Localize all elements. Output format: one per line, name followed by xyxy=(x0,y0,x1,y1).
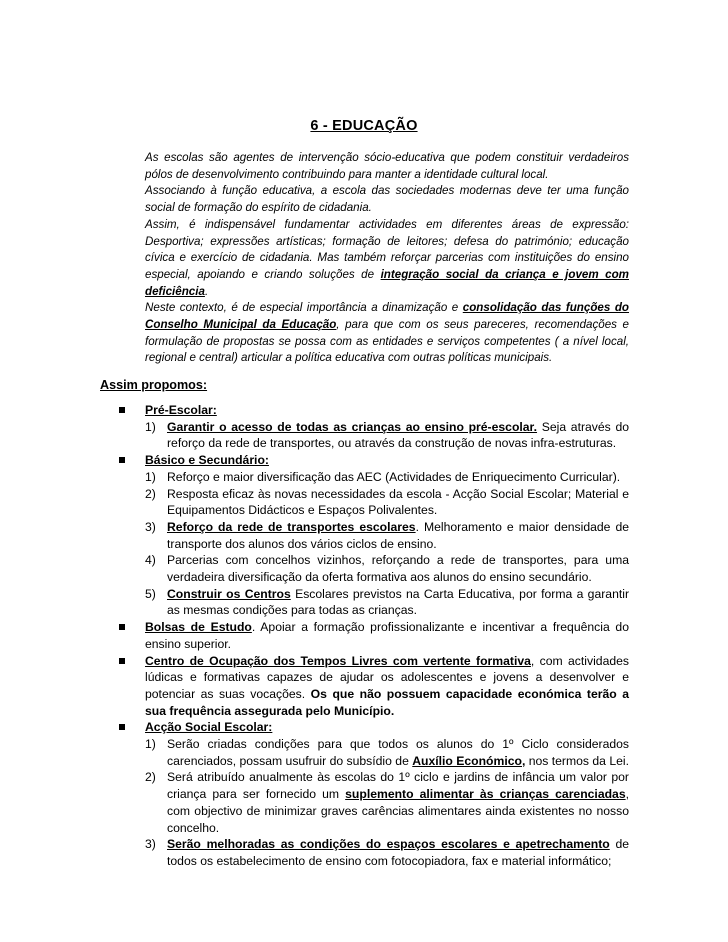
sub-item: 3) Serão melhoradas as condições do espaços escolares e apetrechamento de todos os estabelecimento de ensino com fotocopiadora, fax e material informático; xyxy=(145,837,629,868)
emphasis-text: consolidação das funções do Conselho Municipal da Educação xyxy=(145,301,629,332)
intro-paragraph: As escolas são agentes de intervenção sócio-educativa que podem constituir verdadeiros pólos de desenvolvimento contribuindo para manter a identidade cultural local. xyxy=(145,151,629,181)
intro-paragraph: Neste contexto, é de especial importância a dinamização e consolidação das funções do Conselho Municipal da Educação, para que com os seus pareceres, recomendações e formulação de propostas se possa com as entidades e serviços competentes ( a nível local, regional e central) articular a política educativa com outras políticas municipais. xyxy=(145,301,629,365)
bullet-icon xyxy=(119,624,125,630)
list-item-pre-escolar xyxy=(118,402,629,452)
intro-text xyxy=(145,150,629,367)
item-label: Bolsas de Estudo xyxy=(145,620,252,635)
sub-item: 4) Parcerias com concelhos vizinhos, reforçando a rede de transportes, para uma verdadeira diversificação da oferta formativa aos alunos do ensino secundário. xyxy=(145,553,629,585)
bullet-icon xyxy=(119,724,125,730)
proposals-list xyxy=(118,402,629,870)
emphasis-text: integração social da criança e jovem com deficiência xyxy=(145,267,629,298)
list-item-bolsas: Bolsas de Estudo. Apoiar a formação profissionalizante e incentivar a frequência do ensino superior. xyxy=(118,619,629,652)
bullet-icon xyxy=(119,457,125,463)
sub-item: 1) Garantir o acesso de todas as crianças ao ensino pré-escolar. Seja através do reforço da rede de transportes, ou através da construção de novas infra-estruturas. xyxy=(145,419,629,451)
page-title: 6 - EDUCAÇÃO xyxy=(310,118,418,134)
sub-item: 2) Será atribuído anualmente às escolas do 1º ciclo e jardins de infância um valor por criança para ser fornecido um suplemento alimentar às crianças carenciadas, com objectivo de minimizar graves carências alimentares ainda existentes no nosso concelho. xyxy=(145,770,629,835)
sub-item: 3) Reforço da rede de transportes escolares. Melhoramento e maior densidade de transporte dos alunos dos vários ciclos de ensino. xyxy=(145,519,629,551)
bullet-icon xyxy=(119,658,125,664)
sub-item: 5) Construir os Centros Escolares previstos na Carta Educativa, por forma a garantir as mesmas condições para todas as crianças. xyxy=(145,586,630,618)
bullet-icon xyxy=(119,407,125,413)
intro-paragraph: Associando à função educativa, a escola das sociedades modernas deve ter uma função social de formação do espírito de cidadania. xyxy=(145,184,629,215)
item-label: Centro de Ocupação dos Tempos Livres com vertente formativa xyxy=(145,653,531,668)
list-item-basico-secundario xyxy=(118,452,629,619)
list-item-centro-ocupacao: Centro de Ocupação dos Tempos Livres com vertente formativa, com actividades lúdicas e formativas capazes de ajudar os adolescentes e jovens a desenvolver e potenciar as suas vocações. Os que não possuem capacidade económica terão a sua frequência assegurada pelo Município. xyxy=(118,653,629,720)
proposals-heading: Assim propomos: xyxy=(100,378,208,392)
list-item-accao-social xyxy=(118,719,629,869)
sub-item: 1) Serão criadas condições para que todos os alunos do 1º Ciclo considerados carenciados, possam usufruir do subsídio de Auxílio Económico, nos termos da Lei. xyxy=(145,737,629,768)
sub-item: 2) Resposta eficaz às novas necessidades da escola - Acção Social Escolar; Material e Equipamentos Didácticos e Espaços Polivalentes. xyxy=(145,486,629,518)
item-label: Básico e Secundário: xyxy=(145,453,269,468)
intro-paragraph: Assim, é indispensável fundamentar actividades em diferentes áreas de expressão: Desportiva; expressões artísticas; formação de leitores; defesa do património; educação cívica e exercício de cidadania. Mas também reforçar parcerias com instituições do ensino especial, apoiando e criando soluções de integração social da criança e jovem com deficiência. xyxy=(145,217,629,298)
item-label: Acção Social Escolar: xyxy=(145,720,273,735)
sub-item: 1) Reforço e maior diversificação das AEC (Actividades de Enriquecimento Curricular). xyxy=(145,469,621,484)
item-label: Pré-Escolar: xyxy=(145,403,217,417)
